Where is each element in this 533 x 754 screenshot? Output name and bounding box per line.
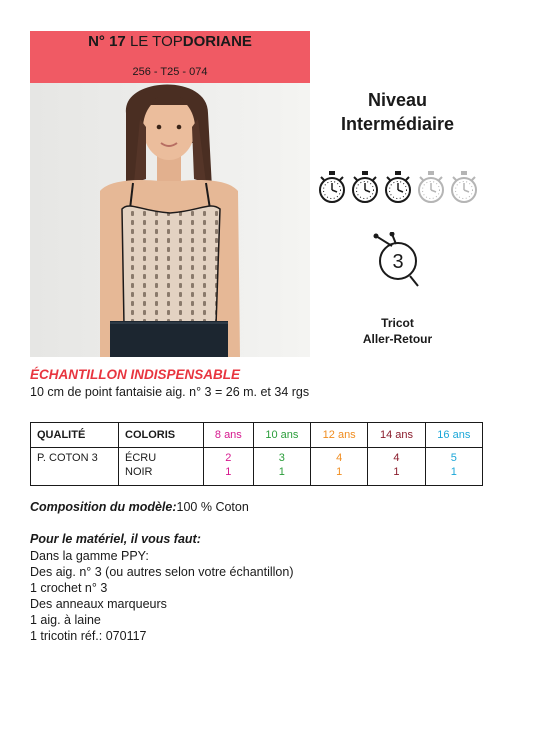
header-size-8: 8 ans [204,423,254,448]
stopwatch-icon [384,170,412,204]
qty-noir: 1 [278,466,285,478]
header-size-10: 10 ans [253,423,310,448]
qty-noir: 1 [225,466,232,478]
list-item: Des anneaux marqueurs [30,597,167,611]
stopwatch-icon [351,170,379,204]
qty-ecru: 2 [225,452,232,464]
qty-noir: 1 [393,466,400,478]
list-item: 1 crochet n° 3 [30,581,108,595]
gauge-text: 10 cm de point fantaisie aig. n° 3 = 26 m. et 34 rgs [30,385,310,399]
needle-size: 3 [392,251,404,273]
pattern-number: N° 17 [88,33,126,50]
pattern-name: DORIANE [182,33,252,50]
header-size-16: 16 ans [425,423,482,448]
stopwatch-icon [450,170,478,204]
qty-ecru: 3 [278,452,285,464]
technique-type: Tricot [381,316,414,330]
header-size-12: 12 ans [311,423,368,448]
table-row [31,448,483,486]
level-label: Niveau [367,90,428,110]
list-item: 1 aig. à laine [30,613,101,627]
list-item: Dans la gamme PPY: [30,549,149,563]
cell-size-8 [204,448,254,486]
yarn-table [30,422,483,486]
header-colors: COLORIS [119,423,204,448]
header-size-14: 14 ans [368,423,425,448]
qty-noir: 1 [336,466,343,478]
composition-label: Composition du modèle: [30,500,177,514]
qty-ecru: 4 [336,452,343,464]
composition [30,500,249,514]
color-ecru: ÉCRU [125,452,157,464]
qty-noir: 1 [450,466,457,478]
pattern-title [30,33,310,50]
table-header-row [31,423,483,448]
materials-list [30,548,293,644]
header-quality: QUALITÉ [31,423,119,448]
stopwatch-icon [318,170,346,204]
composition-value: 100 % Coton [176,500,249,514]
cell-colors [119,448,204,486]
pattern-reference: 256 - T25 - 074 [132,66,208,78]
cell-size-16 [425,448,482,486]
difficulty-level [320,88,475,136]
cell-size-10 [253,448,310,486]
color-noir: NOIR [125,466,153,478]
header-banner [30,31,310,83]
difficulty-rating [318,170,478,204]
cell-size-14 [368,448,425,486]
level-value: Intermédiaire [340,114,455,134]
technique-method: Aller-Retour [362,332,433,346]
gauge-title: ÉCHANTILLON INDISPENSABLE [30,367,241,382]
stopwatch-icon [417,170,445,204]
girl-wearing-knitted-top-photo [30,83,310,357]
materials-title: Pour le matériel, il vous faut: [30,532,201,546]
pattern-title-prefix: LE TOP [129,33,183,50]
list-item: Des aig. n° 3 (ou autres selon votre échantillon) [30,565,294,579]
list-item: 1 tricotin réf.: 070117 [30,629,147,643]
qty-ecru: 4 [393,452,400,464]
cell-size-12 [311,448,368,486]
technique [320,315,475,347]
qty-ecru: 5 [450,452,457,464]
cell-quality: P. COTON 3 [31,448,119,486]
